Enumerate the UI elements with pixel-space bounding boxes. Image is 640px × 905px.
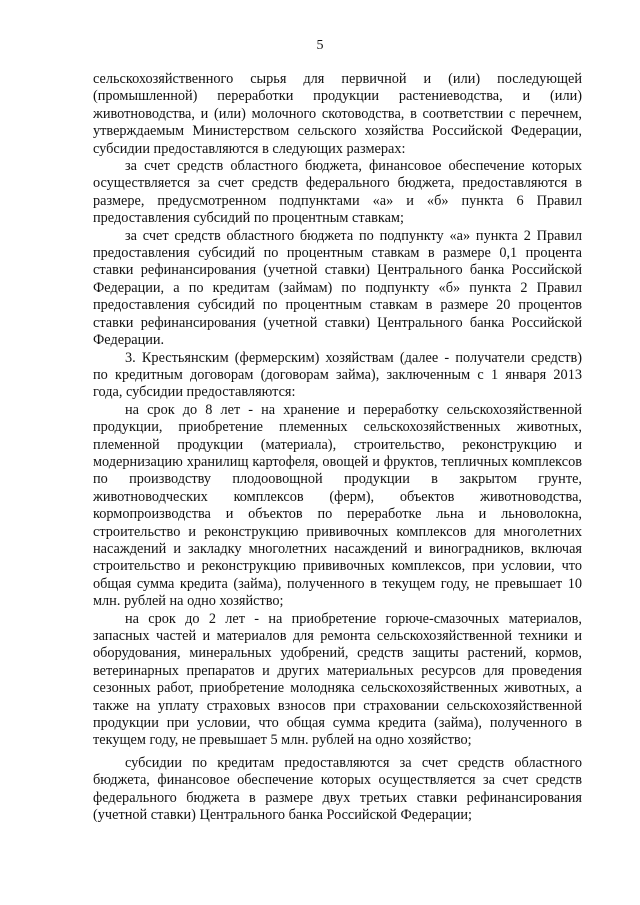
paragraph-item-3-farms: 3. Крестьянским (фермерским) хозяйствам (далее - получатели средств) по кредитным договорам (договорам займа), заключенным с 1 января 2013 года, субсидии предоставляются: — [93, 349, 582, 401]
paragraph-regional-budget-subsidy: за счет средств областного бюджета по подпункту «а» пункта 2 Правил предоставления субсидий по процентным ставкам в размере 0,1 процента ставки рефинансирования (учетной ставки) Центрального банка Российской Федерации, а по кредитам (займам) по подпункту «б» пункта 2 Правил предоставления субсидий по процентным ставкам в размере 20 процентов ставки рефинансирования (учетной ставки) Центрального банка Российской Федерации. — [93, 227, 582, 349]
paragraph-term-8-years: на срок до 8 лет - на хранение и переработку сельскохозяйственной продукции, приобретение племенных сельскохозяйственных животных, племенной продукции (материала), строительство, реконструкцию и модернизацию хранилищ картофеля, овощей и фруктов, тепличных комплексов по производству плодоовощной продукции в закрытом грунте, животноводческих комплексов (ферм), объектов животноводства, кормопроизводства и объектов по переработке льна и льноволокна, строительство и реконструкцию прививочных комплексов для многолетних насаждений и закладку многолетних насаждений и виноградников, включая строительство и реконструкцию прививочных комплексов, при условии, что общая сумма кредита (займа), полученного в текущем году, не превышает 10 млн. рублей на одно хозяйство; — [93, 401, 582, 610]
paragraph-term-2-years: на срок до 2 лет - на приобретение горюче-смазочных материалов, запасных частей и материалов для ремонта сельскохозяйственной техники и оборудования, минеральных удобрений, средств защиты растений, кормов, ветеринарных препаратов и других материальных ресурсов для проведения сезонных работ, приобретение молодняка сельскохозяйственных животных, а также на уплату страховых взносов при страховании сельскохозяйственной продукции при условии, что общая сумма кредита (займа), полученного в текущем году, не превышает 5 млн. рублей на одно хозяйство; — [93, 610, 582, 749]
paragraph-federal-budget-subsidy: за счет средств областного бюджета, финансовое обеспечение которых осуществляется за счет средств федерального бюджета, предоставляются в размере, предусмотренном подпунктами «а» и «б» пункта 6 Правил предоставления субсидий по процентным ставкам; — [93, 158, 582, 227]
paragraph-continuation: сельскохозяйственного сырья для первичной и (или) последующей (промышленной) переработки продукции растениеводства, и (или) животноводства, и (или) молочного скотоводства, в соответствии с перечнем, утверждаемым Министерством сельского хозяйства Российской Федерации, субсидии предоставляются в следующих размерах: — [93, 71, 582, 157]
page-number: 5 — [316, 38, 324, 53]
paragraph-credit-subsidies: субсидии по кредитам предоставляются за счет средств областного бюджета, финансовое обеспечение которых осуществляется за счет средств федерального бюджета в размере двух третьих ставки рефинансирования (учетной ставки) Центрального банка Российской Федерации; — [93, 754, 582, 824]
document-body — [93, 71, 582, 824]
